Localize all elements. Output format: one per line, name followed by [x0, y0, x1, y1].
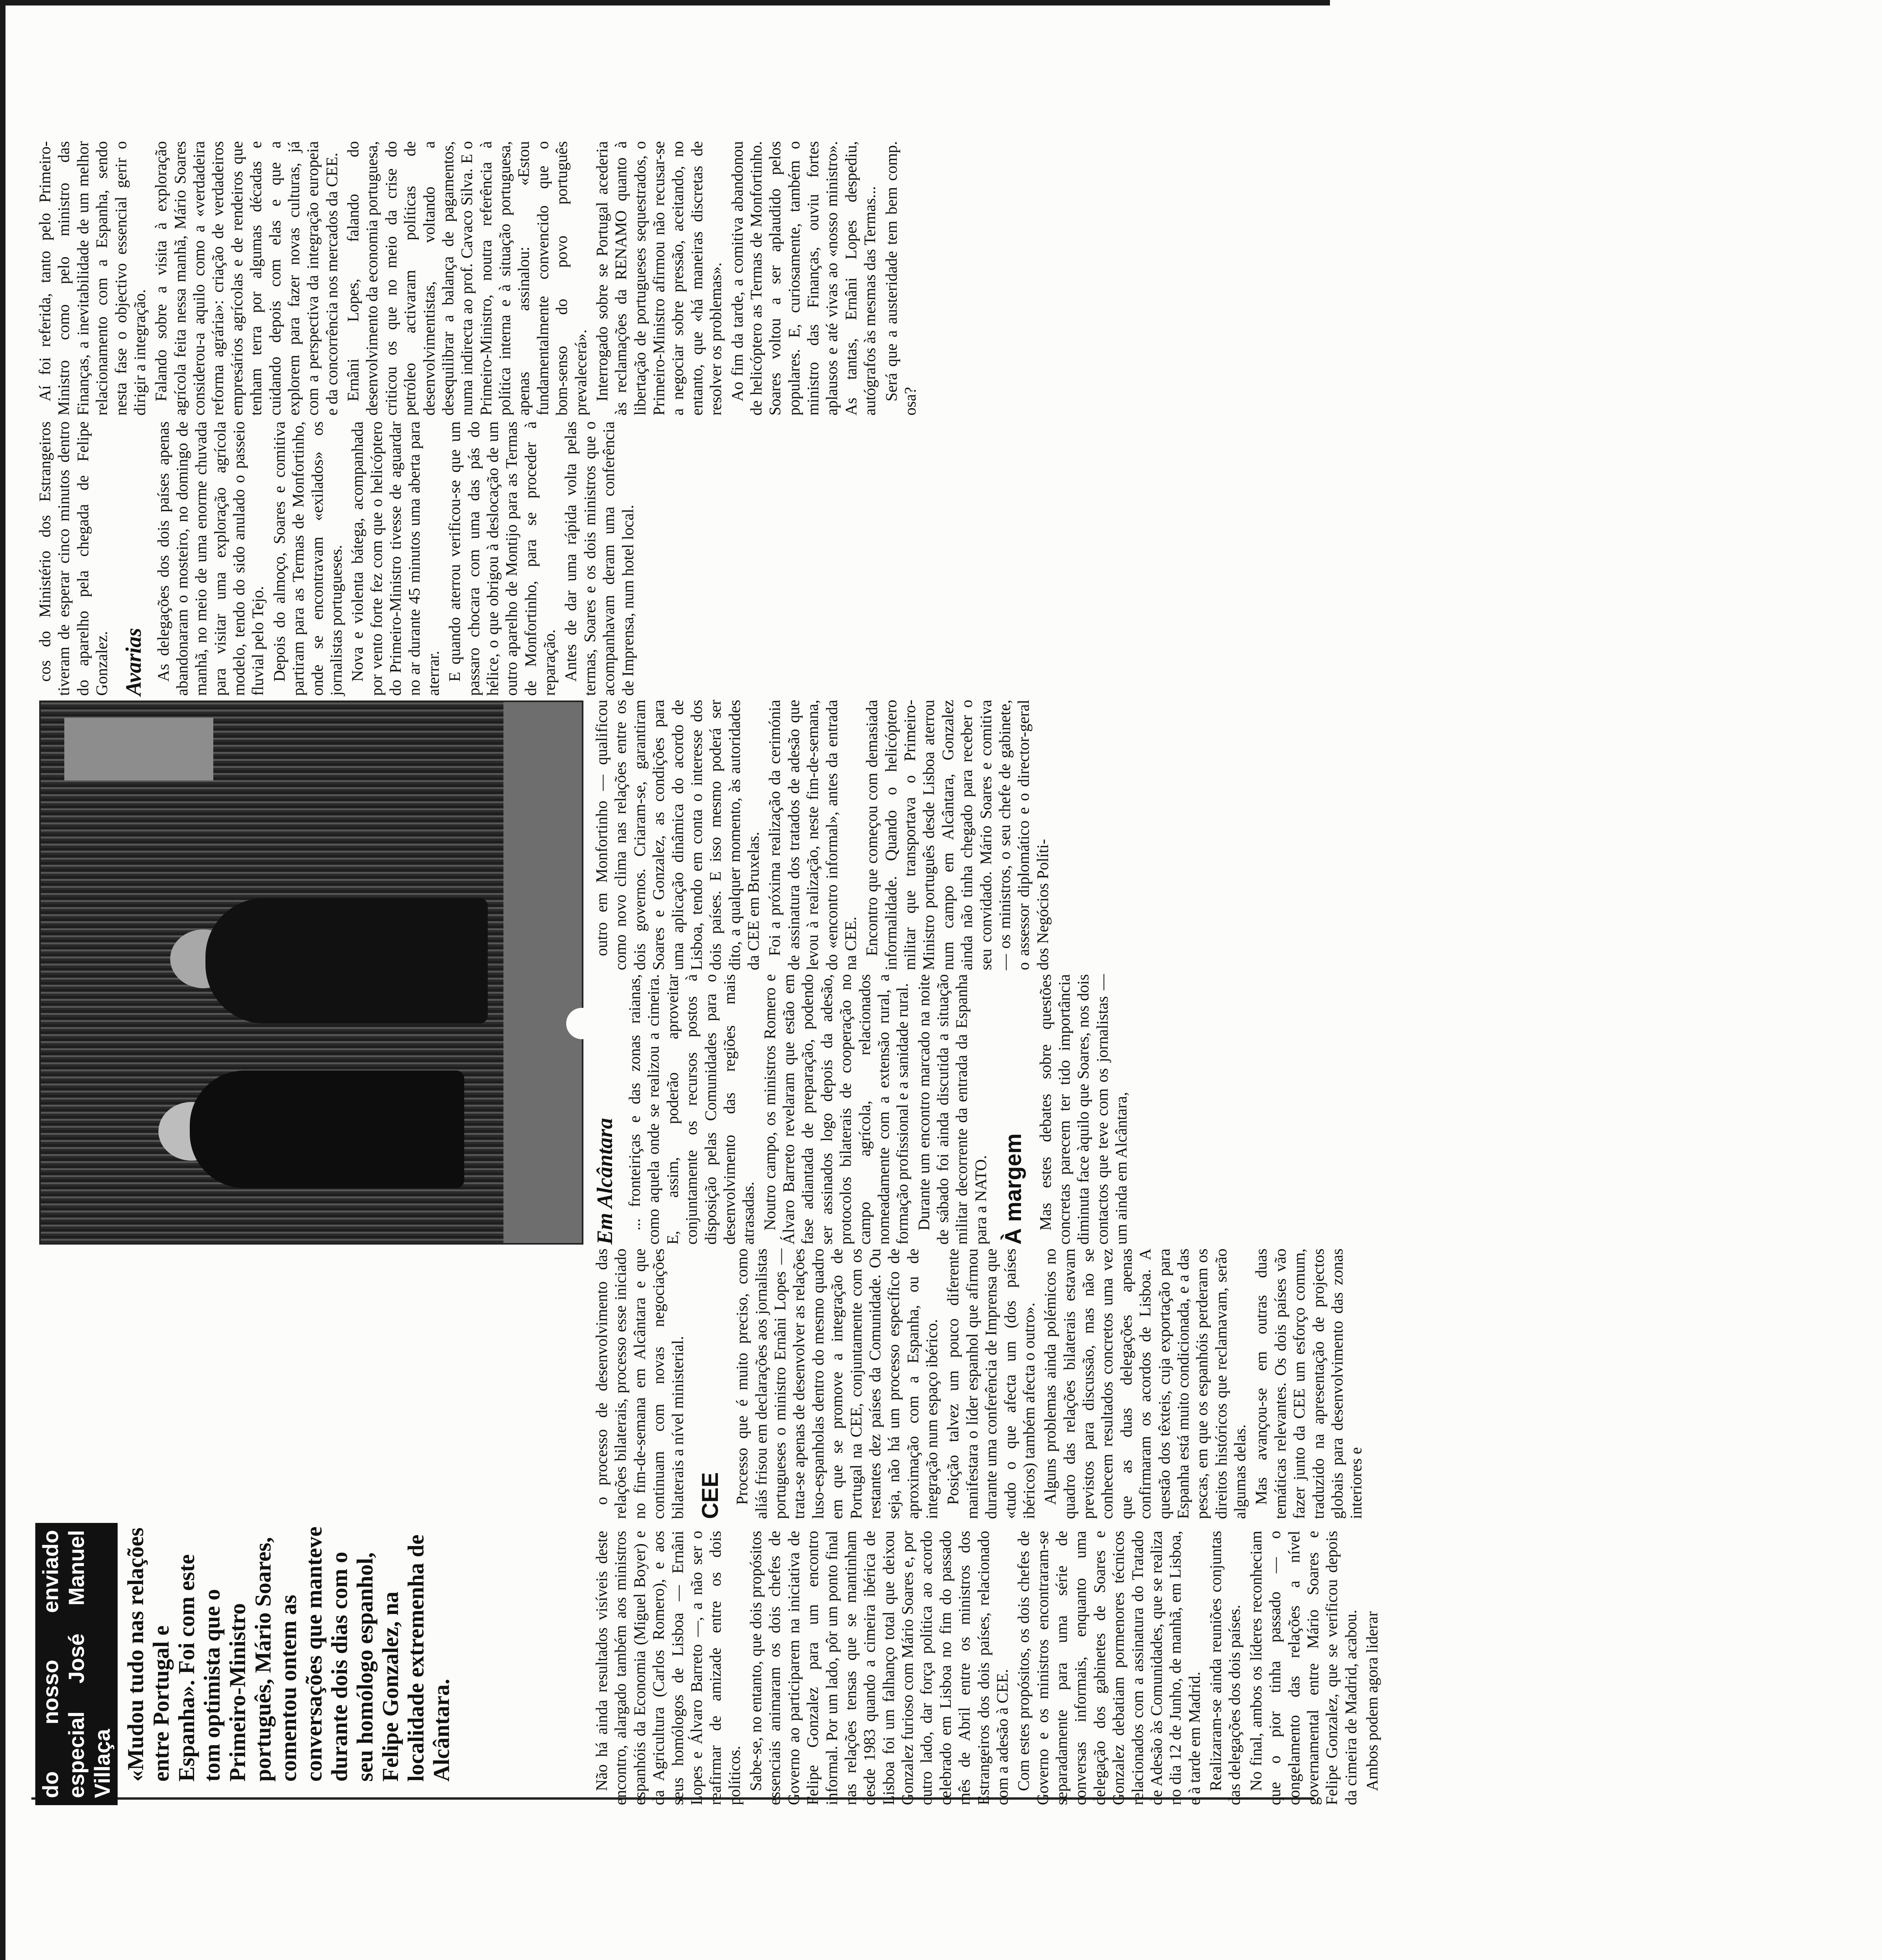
paragraph: As delegações dos dois países apenas abandonaram o mosteiro, no domingo de manhã, no meio de uma enorme chuvada para visitar uma exploração agrícola modelo, tendo do sido anulado o passeio fluvial pelo Tejo. [154, 421, 267, 696]
punch-hole [566, 1008, 598, 1039]
paragraph: Ao fim da tarde, a comitiva abandonou de helicóptero as Termas de Monfortinho. Soares voltou a ser aplaudido pelos populares. E, curiosamente, também o ministro das Finanças, ouviu fortes aplausos e até vivas ao «nosso ministro». As tantas, Ernâni Lopes despediu, autógrafos às mesmas das Termas... [728, 141, 879, 416]
paragraph: Depois do almoço, Soares e comitiva partiram para as Termas de Monfortinho, onde se encontravam «exilados» os jornalistas portugueses. [270, 421, 345, 696]
rotated-newspaper-page [35, 112, 1381, 1805]
paragraph: Ambos podem agora liderar [1363, 1611, 1381, 1791]
paragraph: o processo de desenvolvimento das relações bilaterais, processo esse iniciado no fim-de-semana em Alcântara e que continuam com novas negociações bilaterais a nível ministerial. [592, 1249, 687, 1519]
paragraph: Antes de dar uma rápida volta pelas termas, Soares e os dois ministros que o acompanhavam deram uma conferência de Imprensa, num hotel local. [561, 421, 637, 696]
paragraph: Posição talvez um pouco diferente manifestara o líder espanhol que afirmou durante uma conferência de Imprensa que «tudo o que afecta um (dos países ibéricos) também afecta o outro». [944, 1249, 1038, 1519]
column-1-body [592, 1531, 1381, 1805]
paragraph: Ernâni Lopes, falando do desenvolvimento da economia portuguesa, criticou os que no meio da crise do petróleo activaram políticas de desenvolvimentistas, voltando a desequilibrar a balança de pagamentos, numa indirecta ao prof. Cavaco Silva. E o Primeiro-Ministro, noutra referência à política interna e à situação portuguesa, apenas assinalou: «Estou fundamentalmente convencido que o bom-senso do povo português prevalecerá». [344, 141, 590, 416]
column-4 [592, 700, 1321, 970]
news-photo [39, 701, 583, 1245]
paragraph: Sabe-se, no entanto, que dois propósitos essenciais animaram os dois chefes de Governo ao participarem na iniciativa de Felipe Gonzalez para um encontro informal. Por um lado, pôr um ponto final nas relações tensas que se mantinham desde 1983 quando a cimeira ibérica de Lisboa foi um falhanço total que deixou Gonzalez furioso com Mário Soares e, por outro lado, dar força política ao acordo celebrado em Lisboa no fim do passado mês de Abril entre os ministros dos Estrangeiros dos dois países, relacionado com a adesão à CEE. [747, 1531, 1011, 1805]
column-3 [592, 974, 1321, 1245]
paragraph: Será que a austeridade tem bem comp. osa? [882, 141, 919, 416]
subheading-cee: CEE [697, 1472, 723, 1519]
paragraph: cos do Ministério dos Estrangeiros tiveram de esperar cinco minutos dentro do aparelho pela chegada de Felipe Gonzalez. [36, 421, 111, 696]
paragraph: Noutro campo, os ministros Romero e Álvaro Barreto revelaram que estão em fase adiantada de preparação, podendo ser assinados logo depois da adesão, protocolos bilaterais de cooperação no campo agrícola, relacionados nomeadamente com a extensão rural, a formação profissional e a sanidade rural. [760, 974, 912, 1245]
lede-paragraph: «Mudou tudo nas relações entre Portugal e Espanha». Foi com este tom optimista que o Primeiro-Ministro português, Mário Soares, comentou ontem as conversações que manteve durante dois dias com o seu homólogo espanhol, Felipe Gonzalez, na localidade extremenha de Alcântara. [123, 1526, 454, 1782]
paragraph: Durante um encontro marcado na noite de sábado foi ainda discutida a situação militar decorrente da entrada da Espanha para a NATO. [914, 974, 990, 1245]
paragraph: Encontro que começou com demasiada informalidade. Quando o helicóptero militar que transportava o Primeiro-Ministro português desde Lisboa aterrou num campo em Alcântara, Gonzalez ainda não tinha chegado para receber o seu convidado. Mário Soares e comitiva — os ministros, o seu chefe de gabinete, o assessor diplomático e o director-geral dos Negócios Políti- [863, 700, 1052, 970]
column-6 [35, 141, 1325, 416]
photo-window [64, 718, 213, 780]
paragraph: Foi a próxima realização da cerimónia de assinatura dos tratados de adesão que levou à realização, neste fim-de-semana, do «encontro informal», antes da entrada na CEE. [765, 700, 859, 970]
paragraph: Processo que é muito preciso, como aliás frisou em declarações aos jornalistas portugueses o ministro Ernâni Lopes — trata-se apenas de desenvolver as relações luso-espanholas dentro do mesmo quadro em que se promove a integração de Portugal na CEE, conjuntamente com os restantes dez países da Comunidade. Ou seja, não há um processo específico de aproximação com a Espanha, ou de integração num espaço ibérico. [733, 1249, 941, 1519]
newspaper-page [35, 112, 1381, 1805]
paragraph: Nova e violenta bátega, acompanhada por vento forte fez com que o helicóptero do Primeiro-Ministro tivesse de aguardar no ar durante 45 minutos uma aberta para aterrar. [348, 421, 442, 696]
paragraph: Aí foi referida, tanto pelo Primeiro-Ministro como pelo ministro das Finanças, a inevitabilidade de um melhor relacionamento com a Espanha, sendo nesta fase o objectivo essencial gerir o dirigir a integração. [36, 141, 149, 416]
subheading-avarias: Avarias [121, 628, 146, 696]
paragraph: outro em Monfortinho — qualificou como novo clima nas relações entre os dois governos. Criaram-se, garantiram Soares e Gonzalez, as condições para uma aplicação dinâmica do acordo de Lisboa, tendo em conta o interesse dos dois países. E isso mesmo poderá ser dito, a qualquer momento, às autoridades da CEE em Bruxelas. [592, 700, 762, 970]
scan-edge-top [0, 0, 1330, 5]
photo-person-right [205, 898, 488, 1024]
paragraph: Com estes propósitos, os dois chefes de Governo e os ministros encontraram-se separadamente para uma série de conversas informais, enquanto uma delegação dos gabinetes de Soares e Gonzalez debatiam pormenores técnicos relacionados com a assinatura do Tratado de Adesão às Comunidades, que se realiza no dia 12 de Junho, de manhã, em Lisboa, e à tarde em Madrid. [1014, 1531, 1203, 1805]
column-2 [592, 1249, 1882, 1519]
column-5 [35, 421, 1325, 696]
paragraph: Alguns problemas ainda polémicos no quadro das relações bilaterais estavam previstos para discussão, mas não se conhecem resultados concretos uma vez que as duas delegações apenas confirmaram os acordos de Lisboa. A questão dos têxteis, cuja exportação para Espanha está muito condicionada, e a das pescas, em que os espanhóis perderam os direitos históricos que reclamavam, serão algumas delas. [1041, 1249, 1249, 1519]
scan-edge-left [0, 0, 5, 1960]
paragraph: No final, ambos os líderes reconheciam que o pior tinha passado — o congelamento das relações a nível governamental entre Mário Soares e Felipe Gonzalez, que se verificou depois da cimeira de Madrid, acabou. [1246, 1531, 1360, 1805]
paragraph: Realizaram-se ainda reuniões conjuntas das delegações dos dois países. [1206, 1531, 1244, 1805]
photo-floor [503, 702, 582, 1243]
byline-kicker: do nosso enviado especial José Manuel Villaça [35, 1523, 118, 1805]
subheading-em-alcantara: Em Alcântara [593, 1118, 617, 1245]
paragraph: E quando aterrou verificou-se que um passaro chocara com uma das pás do hélice, o que obrigou à deslocação de um outro aparelho de Montijo para as Termas de Monfortinho, para se proceder à reparação. [445, 421, 559, 696]
paragraph: Falando sobre a visita à exploração agrícola feita nessa manhã, Mário Soares considerou-a aquilo como a «verdadeira reforma agrária»: criação de verdadeiros empresários agrícolas e de rendeiros que tenham terra por algumas décadas e cuidando depois com elas e que a explorem para fazer novas culturas, já com a perspectiva da integração europeia e da concorrência nos mercados da CEE. [152, 141, 341, 416]
paragraph: Mas estes debates sobre questões concretas parecem ter tido importância diminuta face àquilo que Soares, nos dois contactos que teve com os jornalistas — um ainda em Alcântara, [1036, 974, 1130, 1245]
paragraph: Mas avançou-se em outras duas temáticas relevantes. Os dois países vão fazer junto da CEE um esforço comum, traduzido na apresentação de projectos globais para desenvolvimento das zonas interiores e [1252, 1249, 1365, 1519]
paragraph: Interrogado sobre se Portugal acederia às reclamações da RENAMO quanto à libertação de portugueses sequestrados, o Primeiro-Ministro afirmou não recusar-se a negociar sobre pressão, aceitando, no entanto, que «há maneiras discretas de resolver os problemas». [592, 141, 725, 416]
paragraph: Não há ainda resultados visíveis deste encontro, alargado também aos ministros espanhóis da Economia (Miguel Boyer) e da Agricultura (Carlos Romero), e aos seus homólogos de Lisboa — Ernâni Lopes e Álvaro Barreto —, a não ser o reafirmar de amizade entre os dois políticos. [592, 1531, 743, 1805]
subheading-a-margem: À margem [1001, 1133, 1026, 1245]
paragraph: ... fronteiriças e das zonas raianas, como aquela onde se realizou a cimeira. E, assim, poderão aproveitar conjuntamente os recursos postos à disposição pelas Comunidades para o desenvolvimento das regiões mais atrasadas. [625, 974, 758, 1245]
photo-person-left [190, 1071, 464, 1188]
